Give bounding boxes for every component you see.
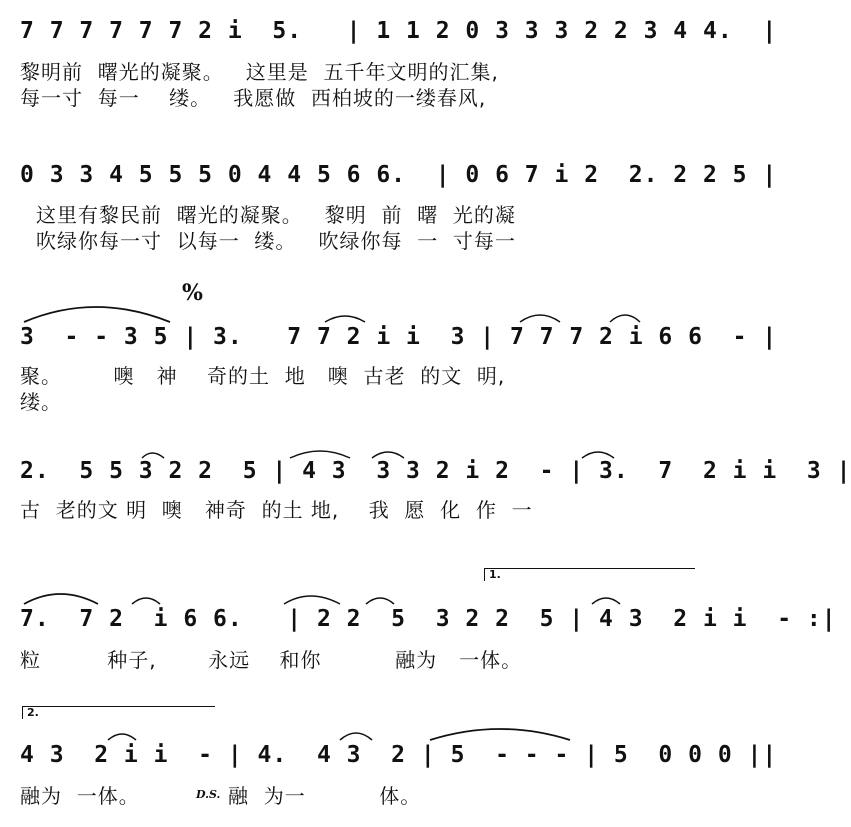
slur-system-4-a (142, 453, 164, 458)
system-2-notes: 0 3 3 4 5 5 5 0 4 4 5 6 6. | 0 6 7 i 2 2. 2 2 5 | (20, 162, 778, 188)
first-ending-bracket: 1. (484, 568, 695, 581)
system-5-lyric-1: 粒 种子, 永远 和你 融为 一体。 (20, 648, 523, 672)
system-6-lyric-1: 融为 一体。 (20, 784, 140, 808)
slur-system-5-c (366, 598, 394, 604)
system-2-lyric-2: 吹绿你每一寸 以每一 缕。 吹绿你每 一 寸每一 (36, 229, 516, 253)
slur-system-6-a (108, 734, 136, 740)
system-4-lyric-1: 古 老的文 明 噢 神奇 的土 地, 我 愿 化 作 一 (20, 498, 533, 522)
tie-system-5-a (24, 594, 98, 604)
system-1-lyric-1: 黎明前 曙光的凝聚。 这里是 五千年文明的汇集, (20, 60, 499, 84)
system-3-lyric-2: 缕。 (20, 390, 62, 414)
system-3-notes: 3 - - 3 5 | 3. 7 7 2 i i 3 | 7 7 7 2 i 6 6 - | (20, 324, 778, 350)
slur-system-3-b (520, 315, 560, 322)
system-4-notes: 2. 5 5 3 2 2 5 | 4 3 3 3 2 i 2 - | 3. 7 2 i i 3 | (20, 458, 851, 484)
slur-system-5-a (132, 598, 160, 604)
system-3-lyric-1: 聚。 噢 神 奇的土 地 噢 古老 的文 明, (20, 364, 506, 388)
slur-system-4-c (372, 452, 404, 458)
system-6-notes: 4 3 2 i i - | 4. 4 3 2 | 5 - - - | 5 0 0 0 || (20, 742, 778, 768)
slur-system-6-b (340, 733, 372, 740)
slur-system-5-b (284, 596, 340, 604)
system-6-lyric-1-tail: 融 为一 体。 (228, 784, 422, 808)
tie-system-3 (24, 307, 170, 322)
system-5-notes: 7. 7 2 i 6 6. | 2 2 5 3 2 2 5 | 4 3 2 i i - :| (20, 606, 837, 632)
segno-sign: % (182, 280, 203, 306)
system-1-lyric-2: 每一寸 每一 缕。 我愿做 西柏坡的一缕春风, (20, 86, 487, 110)
dal-segno-label: D.S. (196, 788, 221, 801)
slur-system-4-d (582, 452, 614, 458)
system-2-lyric-1: 这里有黎民前 曙光的凝聚。 黎明 前 曙 光的凝 (36, 203, 516, 227)
system-1-notes: 7 7 7 7 7 7 2 i 5. | 1 1 2 0 3 3 3 2 2 3 4 4. | (20, 18, 778, 44)
slur-system-4-b (290, 451, 350, 458)
slur-system-3-a (325, 316, 365, 322)
second-ending-bracket: 2. (22, 706, 215, 719)
slur-system-5-d (592, 598, 620, 604)
slur-system-3-c (610, 315, 640, 322)
tie-system-6-long (430, 729, 570, 740)
